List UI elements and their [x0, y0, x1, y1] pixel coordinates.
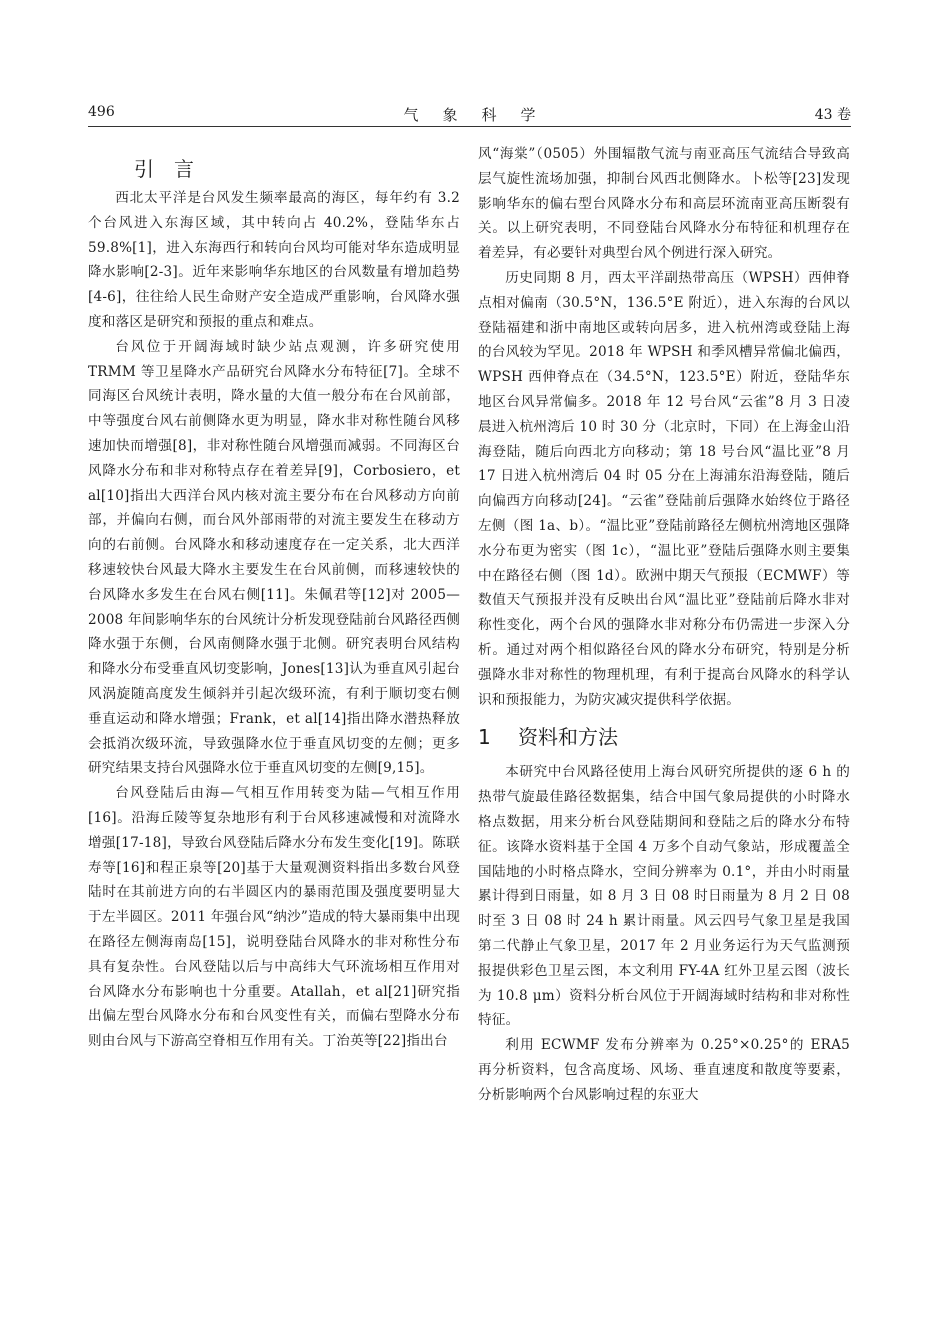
paragraph: 利用 ECWMF 发布分辨率为 0.25°×0.25°的 ERA5 再分析资料，包含高度场、风场、垂直速度和散度等要素，分析影响两个台风影响过程的东亚大	[478, 1037, 850, 1103]
section-title-data-methods	[478, 724, 850, 750]
section-heading-text: 资料和方法	[518, 725, 618, 750]
paragraph: 台风位于开阔海域时缺少站点观测，许多研究使用 TRMM 等卫星降水产品研究台风降水分布特征[7]。全球不同海区台风统计表明，降水量的大值一般分布在台风前部，中等强度台风右前侧降水更为明显，降水非对称性随台风移速加快而增强[8]，非对称性随台风增强而减弱。不同海区台风降水分布和非对称特点存在着差异[9]，Corbosiero，et al[10]指出大西洋台风内核对流主要分布在台风移动方向前部，并偏向右侧，而台风外部雨带的对流主要发生在移动方向的右前侧。台风降水和移动速度存在一定关系，北大西洋移速较快台风最大降水主要发生在台风前侧，而移速较快的台风降水多发生在台风右侧[11]。朱佩君等[12]对 2005—2008 年间影响华东的台风统计分析发现登陆前台风路径西侧降水强于东侧，台风南侧降水强于北侧。研究表明台风结构和降水分布受垂直风切变影响，Jones[13]认为垂直风引起台风涡旋随高度发生倾斜并引起次级环流，有利于顺切变右侧垂直运动和降水增强；Frank，et al[14]指出降水潜热释放会抵消次级环流，导致强降水位于垂直风切变的左侧；更多研究结果支持台风强降水位于垂直风切变的左侧[9,15]。	[88, 338, 460, 777]
left-column	[88, 142, 460, 1054]
paragraph: 台风登陆后由海—气相互作用转变为陆—气相互作用[16]。沿海丘陵等复杂地形有利于台风移速减慢和对流降水增强[17-18]，导致台风登陆后降水分布发生变化[19]。陈联寿等[16]和程正泉等[20]基于大量观测资料指出多数台风登陆时在其前进方向的右半圆区内的暴雨范围及强度要明显大于左半圆区。2011 年强台风“纳沙”造成的特大暴雨集中出现在路径左侧海南岛[15]，说明登陆台风降水的非对称性分布具有复杂性。台风登陆以后与中高纬大气环流场相互作用对台风降水分布影响也十分重要。Atallah，et al[21]研究指出偏左型台风降水分布和台风变性有关，而偏右型降水分布则由台风与下游高空脊相互作用有关。丁治英等[22]指出台	[88, 785, 460, 1050]
page-number: 496	[88, 104, 115, 120]
journal-title: 气象科学	[403, 106, 560, 124]
volume-label: 43 卷	[814, 107, 851, 123]
section-title-introduction: 引言	[134, 157, 214, 181]
paragraph-continued: 风“海棠”（0505）外围辐散气流与南亚高压气流结合导致高层气旋性流场加强，抑制台风西北侧降水。卜松等[23]发现影响华东的偏右型台风降水分布和高层环流南亚高压断裂有关。以上研究表明，不同登陆台风降水分布特征和机理存在着差异，有必要针对典型台风个例进行深入研究。	[478, 146, 850, 262]
section-number: 1	[478, 725, 491, 750]
right-column	[478, 142, 850, 1107]
running-header	[88, 104, 851, 127]
paragraph: 西北太平洋是台风发生频率最高的海区，每年约有 3.2 个台风进入东海区域，其中转向占 40.2%，登陆华东占 59.8%[1]，进入东海西行和转向台风均可能对华东造成明显降水影响[2-3]。近年来影响华东地区的台风数量有增加趋势[4-6]，往往给人民生命财产安全造成严重影响，台风降水强度和落区是研究和预报的重点和难点。	[88, 190, 460, 330]
paragraph: 历史同期 8 月，西太平洋副热带高压（WPSH）西伸脊点相对偏南（30.5°N，136.5°E 附近），进入东海的台风以登陆福建和浙中南地区或转向居多，进入杭州湾或登陆上海的台风较为罕见。2018 年 WPSH 和季风槽异常偏北偏西，WPSH 西伸脊点在（34.5°N，123.5°E）附近，登陆华东地区台风异常偏多。2018 年 12 号台风“云雀”8 月 3 日凌晨进入杭州湾后 10 时 30 分（北京时，下同）在上海金山沿海登陆，随后向西北方向移动；第 18 号台风“温比亚”8 月 17 日进入杭州湾后 04 时 05 分在上海浦东沿海登陆，随后向偏西方向移动[24]。“云雀”登陆前后强降水始终位于路径左侧（图 1a、b）。“温比亚”登陆前路径左侧杭州湾地区强降水分布更为密实（图 1c），“温比亚”登陆后强降水则主要集中在路径右侧（图 1d）。欧洲中期天气预报（ECMWF）等数值天气预报并没有反映出台风“温比亚”登陆前后降水非对称性变化，两个台风的强降水非对称分布仍需进一步深入分析。通过对两个相似路径台风的降水分布研究，特别是分析强降水非对称性的物理机理，有利于提高台风降水的科学认识和预报能力，为防灾减灾提供科学依据。	[478, 269, 850, 708]
paragraph: 本研究中台风路径使用上海台风研究所提供的逐 6 h 的热带气旋最佳路径数据集，结合中国气象局提供的小时降水格点数据，用来分析台风登陆期间和登陆之后的降水分布特征。该降水资料基于全国 4 万多个自动气象站，形成覆盖全国陆地的小时格点降水，空间分辨率为 0.1°，并由小时雨量累计得到日雨量，如 8 月 3 日 08 时日雨量为 8 月 2 日 08 时至 3 日 08 时 24 h 累计雨量。风云四号气象卫星是我国第二代静止气象卫星，2017 年 2 月业务运行为天气监测预报提供彩色卫星云图，本文利用 FY-4A 红外卫星云图（波长为 10.8 μm）资料分析台风位于开阔海域时结构和非对称性特征。	[478, 764, 850, 1029]
